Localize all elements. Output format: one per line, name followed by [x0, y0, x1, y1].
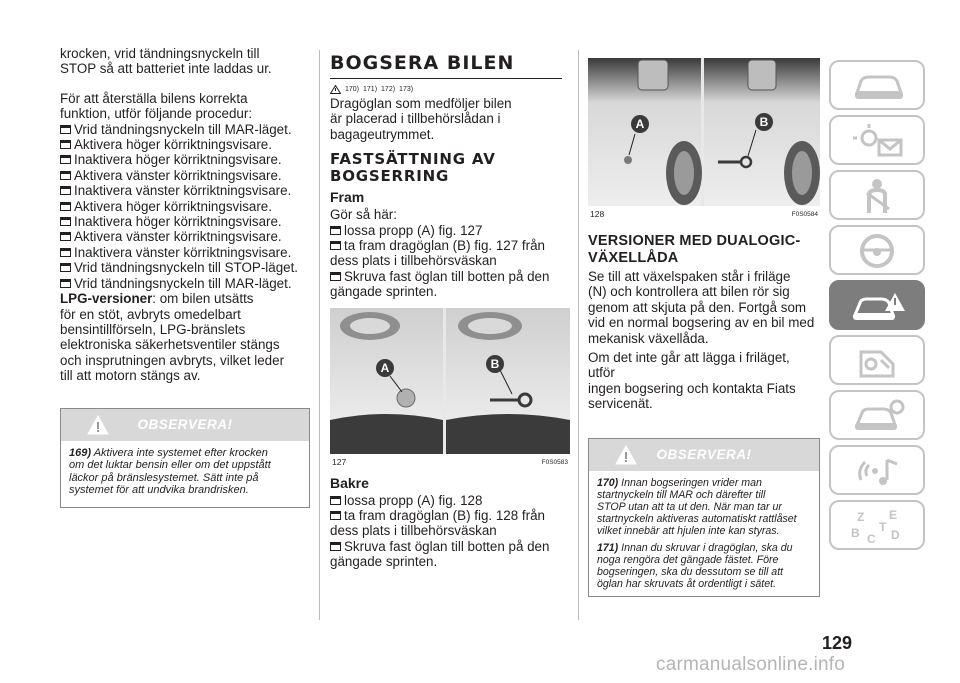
note-body: 169) Aktivera inte systemet efter krocken om det luktar bensin eller om det uppstått läckor på bränslesystemet. Sätt inte på systemet för att undvika brandrisken. — [69, 446, 271, 497]
note-body: 170) Innan bogseringen vrider man startnyckeln till MAR och därefter till STOP utan att ta ut den. När man tar ur startnyckeln aktiveras automatiskt rattlåset vilket innebär att hjulen inte kan styras. 171) Innan du skruvar i dragöglan, ska du noga rengöra det gängade fästet. Före bogseringen, ska du dessutom se till att öglan har skruvats åt ordentligt i sätet. — [597, 476, 797, 591]
warning-note — [588, 438, 820, 598]
tab-steering[interactable] — [829, 225, 925, 275]
figure-label-b: B — [759, 115, 769, 129]
ref-number: 170) — [345, 86, 360, 93]
bullet-icon — [60, 171, 71, 180]
list-item: Aktivera höger körriktningsvisare. — [60, 199, 310, 214]
note-title: OBSERVERA! — [656, 446, 752, 462]
list-item: Vrid tändningsnyckeln till MAR-läget. — [60, 122, 310, 137]
note-number: 170) — [597, 476, 619, 489]
tab-car[interactable] — [829, 60, 925, 110]
paragraph-line: (N) och kontrollera att bilen rör sig — [588, 284, 790, 300]
subsection-title: FASTSÄTTNING AV BOGSERRING — [330, 150, 496, 186]
list-item-continued: gängade sprinten. — [330, 284, 438, 300]
section-title: BOGSERA BILEN — [330, 52, 515, 74]
specs-icon — [851, 397, 907, 435]
paragraph-line: Om det inte går att lägga i friläget, utför — [588, 350, 790, 381]
paragraph-line: Se till att växelspaken står i friläge — [588, 269, 791, 284]
tab-index[interactable] — [829, 500, 925, 550]
figure-caption — [330, 454, 570, 467]
tab-safety[interactable] — [829, 170, 925, 220]
list-item: Skruva fast öglan till botten på den — [330, 269, 570, 284]
lpg-line: elektroniska säkerhetsventiler stängs — [60, 337, 280, 353]
tab-emergency[interactable] — [829, 280, 925, 330]
dualogic-heading: VERSIONER MED DUALOGIC- VÄXELLÅDA — [588, 233, 801, 266]
procedure-intro: För att återställa bilens korrekta — [60, 90, 248, 106]
list-item: Vrid tändningsnyckeln till STOP-läget. — [60, 260, 310, 275]
bullet-icon — [60, 202, 71, 211]
list-item: Vrid tändningsnyckeln till MAR-läget. — [60, 276, 310, 291]
warning-refs — [330, 85, 570, 94]
bullet-icon — [330, 272, 341, 281]
figure-label-a: A — [635, 117, 645, 131]
lpg-line: för en stöt, avbryts omedelbart — [60, 306, 241, 322]
page-number: 129 — [822, 633, 853, 653]
figure-127 — [330, 308, 570, 454]
svg-text:Z: Z — [857, 510, 865, 524]
index-icon — [851, 507, 907, 545]
steering-wheel-icon — [851, 232, 907, 270]
emergency-icon — [851, 287, 907, 325]
watermark: carmanualsonline.info — [656, 654, 846, 675]
figure-label-b: B — [490, 356, 500, 371]
paragraph-line: ingen bogsering och kontakta Fiats — [588, 380, 796, 396]
list-item: Aktivera vänster körriktningsvisare. — [60, 229, 310, 244]
list-item: ta fram dragöglan (B) fig. 128 från — [330, 508, 570, 523]
ref-number: 171) — [363, 86, 378, 93]
bullet-icon — [60, 140, 71, 149]
list-item: lossa propp (A) fig. 128 — [330, 493, 570, 508]
intro-line: är placerad i tillbehörslådan i — [330, 111, 501, 127]
multimedia-icon — [851, 452, 907, 490]
figure-number: 128 — [590, 209, 605, 219]
svg-text:B: B — [851, 526, 860, 540]
procedure-steps — [60, 122, 310, 291]
svg-text:T: T — [879, 520, 887, 534]
rear-label: Bakre — [330, 474, 369, 491]
paragraph-line: genom att skjuta på den. Fortgå som — [588, 299, 807, 315]
column-divider — [578, 50, 579, 620]
figure-127-illustration — [330, 308, 570, 454]
warning-icon — [330, 85, 341, 94]
list-item-continued: dess plats i tillbehörsväskan — [330, 523, 497, 539]
note-header — [61, 409, 309, 441]
bullet-icon — [60, 232, 71, 241]
figure-128 — [588, 58, 820, 206]
lpg-line: till att motorn stängs av. — [60, 368, 201, 384]
bullet-icon — [60, 125, 71, 134]
column-1 — [60, 46, 310, 508]
figure-code: F0S0584 — [791, 211, 818, 218]
figure-number: 127 — [332, 456, 347, 467]
column-2 — [330, 46, 570, 570]
bullet-icon — [330, 241, 341, 250]
lpg-paragraph: LPG-versioner: om bilen utsätts — [60, 291, 254, 307]
list-item: Aktivera vänster körriktningsvisare. — [60, 168, 310, 183]
bullet-icon — [60, 217, 71, 226]
lpg-line: och insprutningen avbryts, vilket leder — [60, 352, 285, 368]
intro-line: Dragöglan som medföljer bilen — [330, 96, 512, 111]
list-item: Aktivera höger körriktningsvisare. — [60, 137, 310, 152]
figure-caption — [588, 206, 820, 219]
ref-number: 173) — [399, 86, 414, 93]
svg-text:C: C — [867, 532, 876, 545]
list-item: Inaktivera vänster körriktningsvisare. — [60, 183, 310, 198]
lpg-line: bensintillförseln, LPG-bränslets — [60, 321, 246, 337]
list-item: lossa propp (A) fig. 127 — [330, 223, 570, 238]
intro-line: krocken, vrid tändningsnyckeln till — [60, 46, 260, 61]
paragraph-line: mekanisk växellåda. — [588, 330, 709, 346]
svg-text:D: D — [891, 528, 900, 542]
figure-code: F0S0583 — [541, 458, 568, 466]
note-number: 171) — [597, 541, 619, 554]
lpg-label: LPG-versioner — [60, 291, 153, 307]
bullet-icon — [60, 263, 71, 272]
tab-maintenance[interactable] — [829, 335, 925, 385]
intro-line: STOP så att batteriet inte laddas ur. — [60, 61, 272, 77]
note-number: 169) — [69, 446, 92, 459]
bullet-icon — [330, 496, 341, 505]
car-icon — [851, 67, 907, 105]
list-item: Inaktivera vänster körriktningsvisare. — [60, 245, 310, 260]
ref-number: 172) — [381, 86, 396, 93]
maintenance-icon — [851, 342, 907, 380]
bullet-icon — [330, 542, 341, 551]
front-label: Fram — [330, 189, 365, 206]
title-rule — [330, 78, 562, 79]
bullet-icon — [60, 155, 71, 164]
warning-lights-icon — [851, 122, 907, 160]
list-item: Inaktivera höger körriktningsvisare. — [60, 214, 310, 229]
svg-text:E: E — [889, 508, 898, 522]
figure-label-a: A — [380, 360, 390, 375]
list-item: Inaktivera höger körriktningsvisare. — [60, 152, 310, 167]
safety-icon — [851, 177, 907, 215]
front-intro: Gör så här: — [330, 207, 397, 223]
list-item-continued: gängade sprinten. — [330, 554, 438, 570]
tab-warning-lights[interactable] — [829, 115, 925, 165]
tab-multimedia[interactable] — [829, 445, 925, 495]
column-divider — [319, 50, 320, 620]
intro-line: bagageutrymmet. — [330, 126, 435, 142]
list-item-continued: dess plats i tillbehörsväskan — [330, 253, 497, 269]
note-title: OBSERVERA! — [137, 416, 233, 432]
column-3 — [588, 58, 820, 597]
bullet-icon — [330, 511, 341, 520]
tab-specs[interactable] — [829, 390, 925, 440]
procedure-intro: funktion, utför följande procedur: — [60, 106, 253, 122]
list-item: ta fram dragöglan (B) fig. 127 från — [330, 238, 570, 253]
chapter-tabs — [829, 60, 925, 555]
list-item: Skruva fast öglan till botten på den — [330, 539, 570, 554]
figure-128-illustration — [588, 58, 820, 206]
paragraph-line: servicenät. — [588, 396, 653, 412]
note-header — [589, 439, 819, 471]
paragraph-line: vid en normal bogsering av en bil med — [588, 315, 815, 331]
bullet-icon — [60, 248, 71, 257]
bullet-icon — [60, 279, 71, 288]
warning-note — [60, 408, 310, 508]
bullet-icon — [60, 186, 71, 195]
bullet-icon — [330, 226, 341, 235]
